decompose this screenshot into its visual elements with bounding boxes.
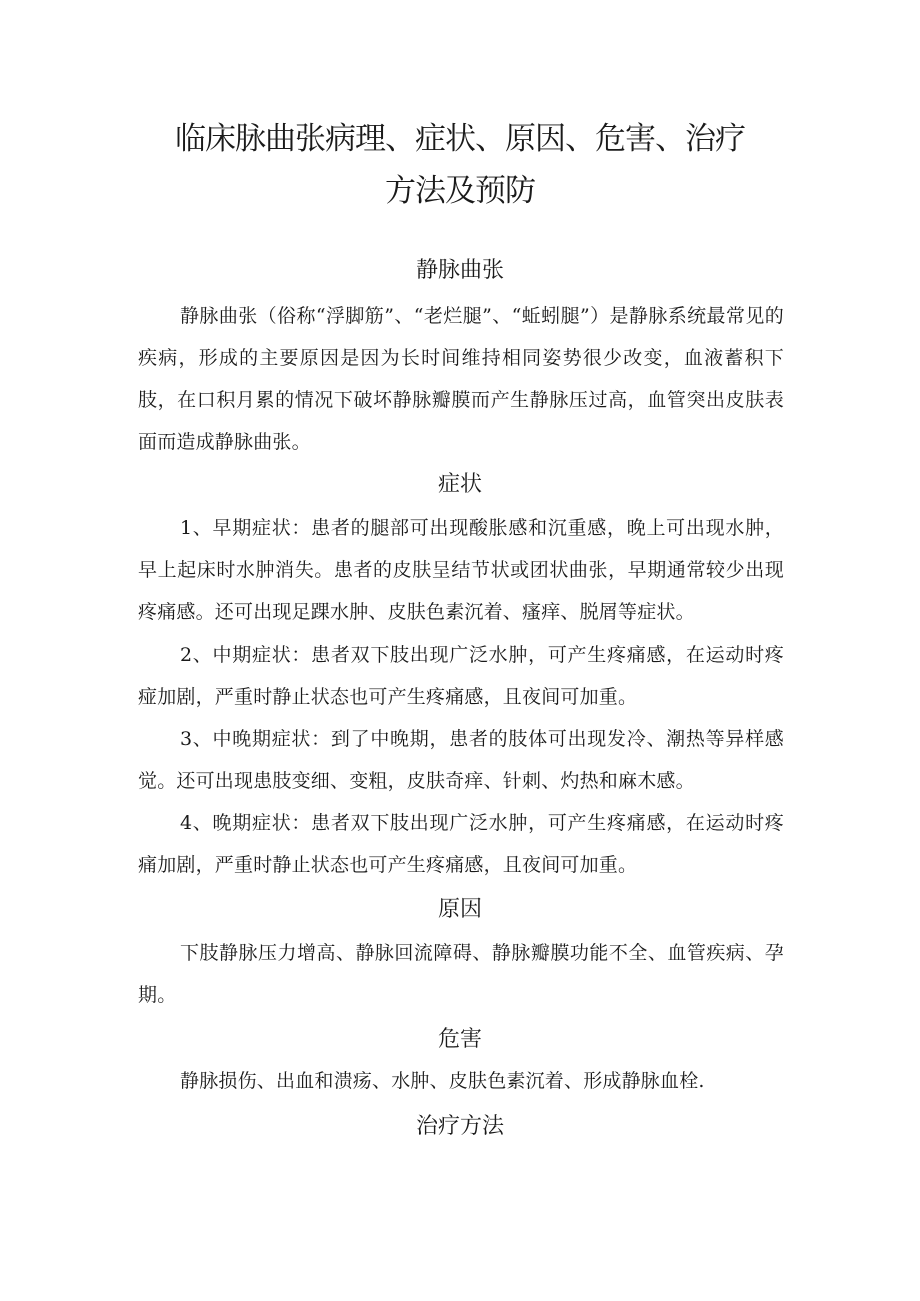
heading-treatment: 治疗方法 <box>415 1114 504 1139</box>
paragraph-causes: 下肢静脉压力增高、静脉回流障碍、静脉瓣膜功能不全、血管疾病、孕期。 <box>138 942 784 1006</box>
paragraph-symptom-middle-late: 3、中晚期症状：到了中晚期，患者的肢体可出现发冷、潮热等异样感觉。还可出现患肢变细、变粗，皮肤奇痒、针刺、灼热和麻木感。 <box>138 728 784 792</box>
heading-harm: 危害 <box>437 1027 482 1052</box>
heading-causes: 原因 <box>437 897 482 922</box>
heading-varicose-veins: 静脉曲张 <box>415 258 504 283</box>
paragraph-symptom-late: 4、晚期症状：患者双下肢出现广泛水肿，可产生疼痛感，在运动时疼痛加剧，严重时静止状态也可产生疼痛感，且夜间可加重。 <box>138 812 784 876</box>
paragraph-intro: 静脉曲张（俗称“浮脚筋”、“老烂腿”、“蚯蚓腿”）是静脉系统最常见的疾病，形成的主要原因是因为长时间维持相同姿势很少改变，血液蓄积下肢，在口积月累的情况下破坏静脉瓣膜而产生静脉压过高，血管突出皮肤表面而造成静脉曲张。 <box>138 305 784 453</box>
paragraph-harm: 静脉损伤、出血和溃疡、水肿、皮肤色素沉着、形成静脉血栓. <box>180 1070 705 1092</box>
document-title <box>110 113 810 217</box>
heading-symptoms: 症状 <box>437 472 482 497</box>
document-title-line-1: 临床脉曲张病理、症状、原因、危害、治疗 <box>175 121 745 157</box>
document-title-line-2: 方法及预防 <box>385 173 535 209</box>
paragraph-symptom-middle: 2、中期症状：患者双下肢出现广泛水肿，可产生疼痛感，在运动时疼痖加剧，严重时静止状态也可产生疼痛感，且夜间可加重。 <box>138 644 784 708</box>
paragraph-symptom-early: 1、早期症状：患者的腿部可出现酸胀感和沉重感，晚上可出现水肿，早上起床时水肿消失。患者的皮肤呈结节状或团状曲张，早期通常较少出现疼痛感。还可出现足踝水肿、皮肤色素沉着、瘙痒、脱屑等症状。 <box>138 517 784 623</box>
